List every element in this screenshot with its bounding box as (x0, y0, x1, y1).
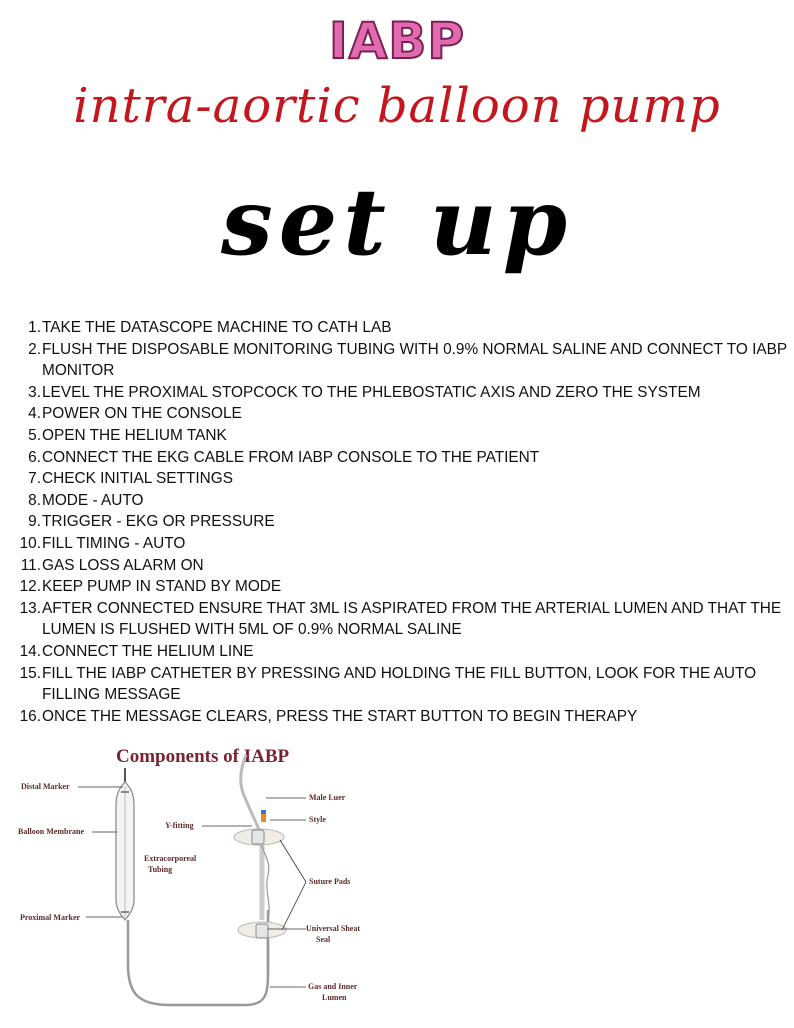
setup-step (10, 555, 792, 577)
setup-step (10, 511, 792, 533)
label-gas-inner: Gas and Inner (308, 982, 358, 991)
step-text: AFTER CONNECTED ENSURE THAT 3ML IS ASPIRATED FROM THE ARTERIAL LUMEN AND THAT THE LUMEN IS FLUSHED WITH 5ML OF 0.9% NORMAL SALINE (42, 599, 782, 639)
step-text: MODE - AUTO (42, 491, 144, 509)
label-proximal-marker: Proximal Marker (20, 913, 81, 922)
step-text: CONNECT THE HELIUM LINE (42, 642, 254, 660)
step-number: 2. (28, 340, 41, 358)
label-style: Style (309, 815, 326, 824)
balloon-illustration (116, 768, 268, 1005)
page-title: IABP (328, 12, 466, 70)
label-universal-sheat: Universal Sheat (306, 924, 360, 933)
setup-step (10, 706, 792, 728)
setup-heading: set up (220, 168, 574, 276)
page-subtitle: intra-aortic balloon pump (73, 78, 721, 134)
step-number: 16. (19, 707, 41, 725)
step-text: OPEN THE HELIUM TANK (42, 426, 227, 444)
setup-step (10, 339, 792, 382)
step-number: 13. (19, 599, 41, 617)
step-number: 6. (28, 448, 41, 466)
step-number: 12. (19, 578, 41, 596)
label-seal: Seal (316, 935, 331, 944)
step-text: TAKE THE DATASCOPE MACHINE TO CATH LAB (42, 319, 392, 336)
setup-step (10, 403, 792, 425)
step-number: 11. (20, 556, 41, 574)
setup-step (10, 468, 792, 490)
step-text: ONCE THE MESSAGE CLEARS, PRESS THE START BUTTON TO BEGIN THERAPY (42, 707, 638, 725)
setup-step (10, 425, 792, 447)
setup-step (10, 447, 792, 469)
diagram-title: Components of IABP (116, 746, 290, 767)
step-number: 15. (19, 664, 41, 682)
label-distal-marker: Distal Marker (21, 782, 70, 791)
step-number: 14. (19, 642, 41, 660)
step-text: GAS LOSS ALARM ON (42, 556, 204, 574)
label-tubing: Tubing (148, 865, 173, 874)
step-text: KEEP PUMP IN STAND BY MODE (42, 578, 282, 596)
setup-step (10, 317, 792, 339)
label-male-luer: Male Luer (309, 793, 346, 802)
iabp-components-diagram (10, 740, 390, 1025)
step-number: 4. (28, 405, 41, 423)
label-lumen: Lumen (322, 993, 347, 1002)
setup-step (10, 641, 792, 663)
y-fitting-illustration (234, 755, 286, 975)
step-text: LEVEL THE PROXIMAL STOPCOCK TO THE PHLEBOSTATIC AXIS AND ZERO THE SYSTEM (42, 383, 701, 401)
step-text: CONNECT THE EKG CABLE FROM IABP CONSOLE TO THE PATIENT (42, 448, 540, 466)
step-number: 3. (28, 383, 41, 401)
label-y-fitting: Y-fitting (165, 821, 194, 830)
step-number: 10. (19, 534, 41, 552)
step-text: FILL TIMING - AUTO (42, 534, 186, 552)
label-suture-pads: Suture Pads (309, 877, 351, 886)
setup-step (10, 598, 792, 641)
step-text: TRIGGER - EKG OR PRESSURE (42, 513, 275, 531)
step-text: POWER ON THE CONSOLE (42, 405, 242, 423)
step-number: 8. (28, 491, 41, 509)
label-balloon-membrane: Balloon Membrane (18, 827, 84, 836)
step-text: FLUSH THE DISPOSABLE MONITORING TUBING WITH 0.9% NORMAL SALINE AND CONNECT TO IABP MONITOR (42, 340, 787, 380)
setup-step (10, 533, 792, 555)
setup-step (10, 382, 792, 404)
step-text: FILL THE IABP CATHETER BY PRESSING AND HOLDING THE FILL BUTTON, LOOK FOR THE AUTO FILLING MESSAGE (42, 664, 757, 704)
step-text: CHECK INITIAL SETTINGS (42, 470, 233, 488)
label-extracorporeal: Extracorporeal (144, 854, 197, 863)
setup-step (10, 663, 792, 706)
step-number: 9. (28, 513, 41, 531)
setup-step (10, 576, 792, 598)
step-number: 1. (28, 319, 41, 336)
step-number: 5. (28, 426, 41, 444)
setup-steps-list (10, 317, 792, 727)
step-number: 7. (28, 470, 41, 488)
setup-step (10, 490, 792, 512)
